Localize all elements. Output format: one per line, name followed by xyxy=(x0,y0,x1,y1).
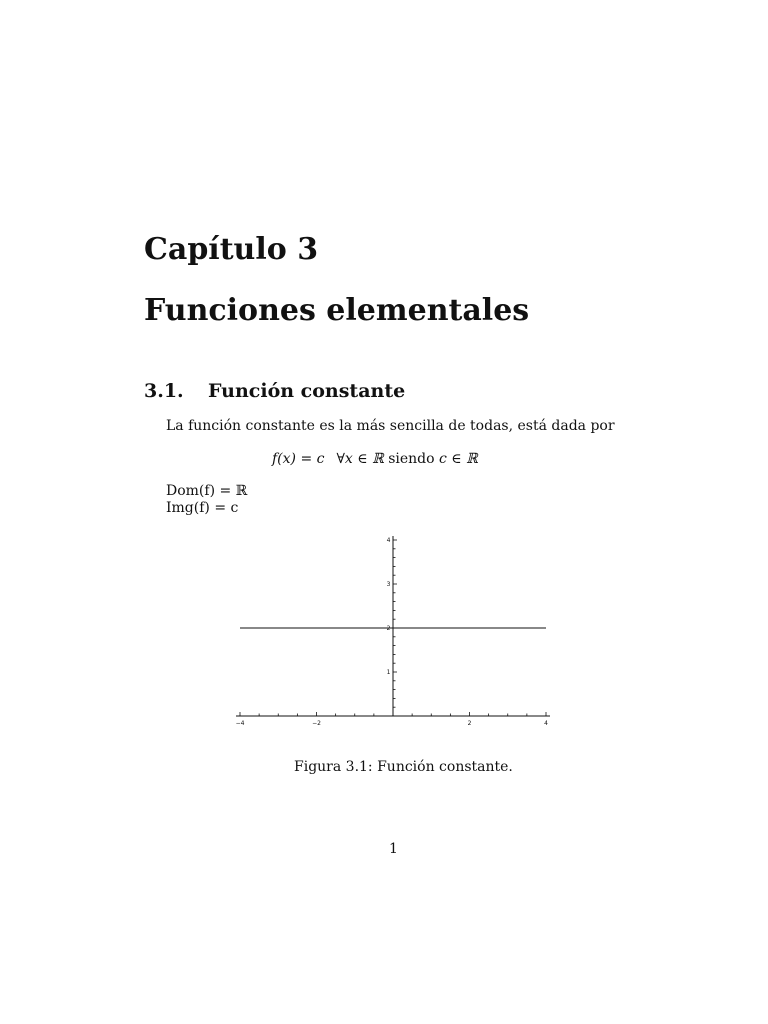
formula-forall: ∀x ∈ ℝ xyxy=(336,451,384,467)
section-heading xyxy=(144,380,405,402)
x-tick-label: 2 xyxy=(467,720,472,727)
chapter-label: Capítulo 3 xyxy=(144,232,319,267)
formula-lhs: f(x) = c xyxy=(272,451,325,467)
constant-function-chart xyxy=(230,532,560,732)
formula-rhs: c ∈ ℝ xyxy=(439,451,478,467)
image-line: Img(f) = c xyxy=(166,500,239,516)
y-tick-label: 3 xyxy=(386,581,391,588)
x-tick-label: 4 xyxy=(544,720,548,727)
y-tick-label: 2 xyxy=(386,625,391,632)
page-number: 1 xyxy=(389,841,398,857)
x-tick-label: −4 xyxy=(235,720,245,727)
section-number: 3.1. xyxy=(144,380,184,402)
section-title: Función constante xyxy=(208,380,406,402)
y-tick-label: 1 xyxy=(386,669,391,676)
chapter-title: Funciones elementales xyxy=(144,293,530,328)
intro-paragraph: La función constante es la más sencilla de todas, está dada por xyxy=(166,418,615,434)
x-tick-label: −2 xyxy=(312,720,321,727)
formula-connector: siendo xyxy=(388,451,435,467)
definition-formula xyxy=(272,451,478,467)
figure-caption: Figura 3.1: Función constante. xyxy=(294,759,513,775)
y-tick-label: 4 xyxy=(386,537,391,544)
domain-line: Dom(f) = ℝ xyxy=(166,483,248,499)
